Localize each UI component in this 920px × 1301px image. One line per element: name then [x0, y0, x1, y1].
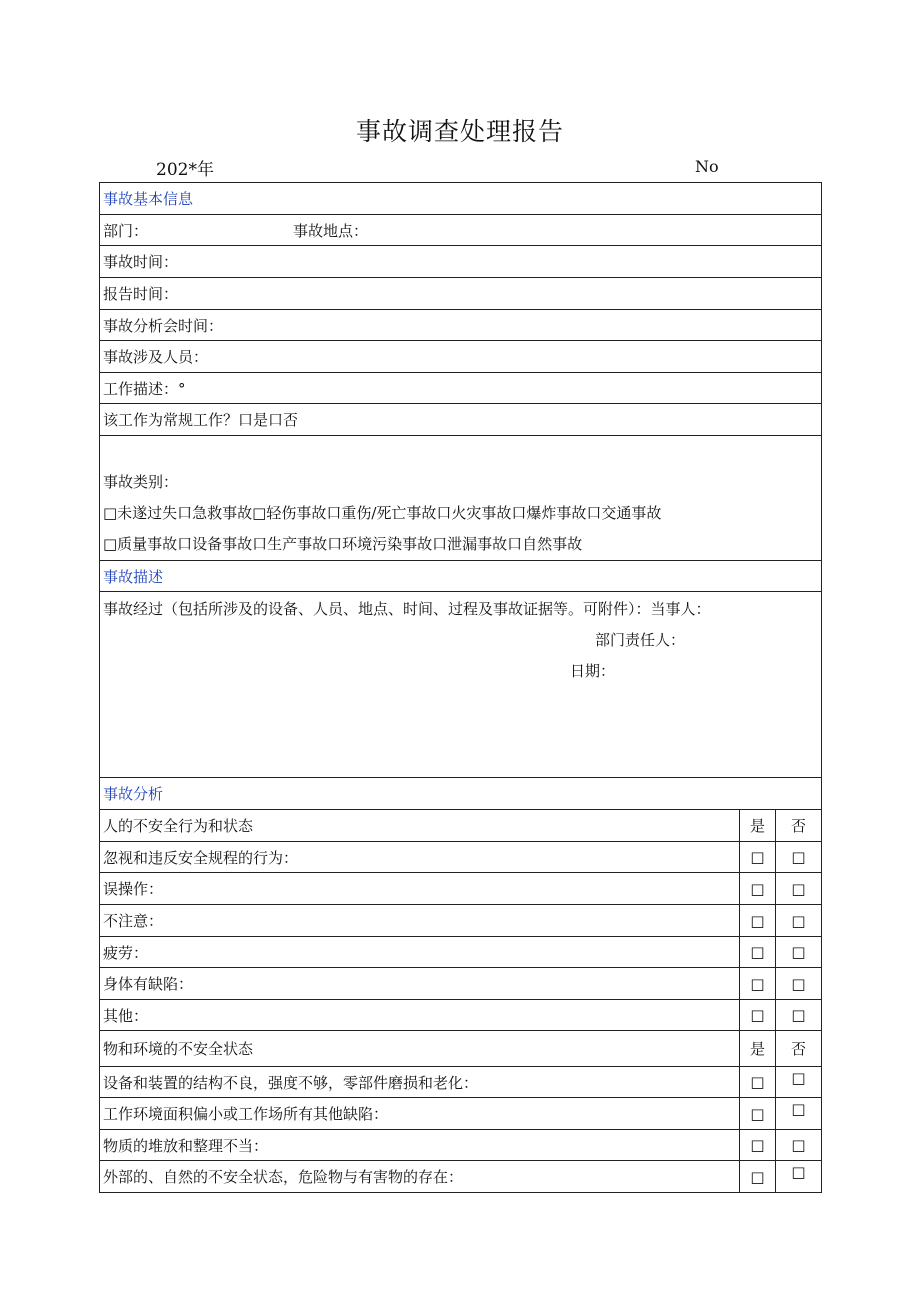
no-checkbox[interactable]: □: [776, 1098, 822, 1130]
yes-checkbox[interactable]: □: [740, 842, 776, 873]
environment-item-label: 外部的、自然的不安全状态，危险物与有害物的存在：: [100, 1161, 740, 1193]
no-checkbox[interactable]: □: [776, 1130, 822, 1161]
no-checkbox[interactable]: □: [776, 937, 822, 968]
human-item-label: 误操作：: [100, 873, 740, 905]
yes-checkbox[interactable]: □: [740, 968, 776, 1000]
work-description-field[interactable]: 工作描述：°: [100, 373, 822, 404]
category-options-line2[interactable]: □质量事故口设备事故口生产事故口环境污染事故口泄漏事故口自然事故: [103, 535, 583, 553]
human-item-label: 忽视和违反安全规程的行为：: [100, 842, 740, 873]
report-time-field[interactable]: 报告时间：: [100, 278, 822, 310]
no-checkbox[interactable]: □: [776, 1067, 822, 1098]
no-checkbox[interactable]: □: [776, 1000, 822, 1031]
section-analysis: 事故分析: [100, 778, 822, 810]
year-label: 202*年: [156, 160, 214, 180]
routine-work-question[interactable]: 该工作为常规工作？口是口否: [100, 404, 822, 436]
yes-checkbox[interactable]: □: [740, 1130, 776, 1161]
no-checkbox[interactable]: □: [776, 842, 822, 873]
environment-factors-heading: 物和环境的不安全状态: [100, 1031, 740, 1067]
yes-checkbox[interactable]: □: [740, 1161, 776, 1193]
human-factors-heading: 人的不安全行为和状态: [100, 810, 740, 842]
yes-checkbox[interactable]: □: [740, 1000, 776, 1031]
yes-checkbox[interactable]: □: [740, 873, 776, 905]
environment-item-label: 物质的堆放和整理不当：: [100, 1130, 740, 1161]
location-label: 事故地点：: [293, 221, 369, 240]
no-column-header: 否: [776, 1031, 822, 1067]
meeting-time-field[interactable]: 事故分析会时间：: [100, 310, 822, 341]
category-label: 事故类别：: [103, 473, 179, 491]
yes-checkbox[interactable]: □: [740, 937, 776, 968]
yes-column-header: 是: [740, 810, 776, 842]
report-number-label: No: [695, 157, 719, 176]
human-item-label: 其他：: [100, 1000, 740, 1031]
yes-checkbox[interactable]: □: [740, 1098, 776, 1130]
environment-item-label: 设备和装置的结构不良，强度不够，零部件磨损和老化：: [100, 1067, 740, 1098]
yes-checkbox[interactable]: □: [740, 905, 776, 937]
persons-involved-field[interactable]: 事故涉及人员：: [100, 341, 822, 373]
page-title: 事故调查处理报告: [355, 117, 564, 146]
incident-time-field[interactable]: 事故时间：: [100, 246, 822, 278]
dept-label: 部门：: [103, 221, 149, 240]
no-checkbox[interactable]: □: [776, 968, 822, 1000]
human-item-label: 身体有缺陷：: [100, 968, 740, 1000]
section-basic-info: 事故基本信息: [100, 183, 822, 215]
section-description: 事故描述: [100, 561, 822, 592]
yes-checkbox[interactable]: □: [740, 1067, 776, 1098]
incident-category-block[interactable]: [100, 436, 822, 561]
human-item-label: 疲劳：: [100, 937, 740, 968]
incident-narrative-field[interactable]: [100, 592, 822, 778]
date-label: 日期：: [570, 662, 616, 680]
human-item-label: 不注意：: [100, 905, 740, 937]
narrative-prompt: 事故经过（包括所涉及的设备、人员、地点、时间、过程及事故证据等。可附件）：当事人：: [103, 600, 711, 618]
no-column-header: 否: [776, 810, 822, 842]
row-dept-location[interactable]: [100, 215, 822, 246]
no-checkbox[interactable]: □: [776, 1161, 822, 1193]
category-options-line1[interactable]: □未遂过失口急救事故□轻伤事故口重伤/死亡事故口火灾事故口爆炸事故口交通事故: [103, 504, 662, 522]
environment-item-label: 工作环境面积偏小或工作场所有其他缺陷：: [100, 1098, 740, 1130]
yes-column-header: 是: [740, 1031, 776, 1067]
incident-report-form: [99, 182, 822, 1193]
dept-responsible-label: 部门责任人：: [595, 631, 686, 649]
no-checkbox[interactable]: □: [776, 873, 822, 905]
no-checkbox[interactable]: □: [776, 905, 822, 937]
